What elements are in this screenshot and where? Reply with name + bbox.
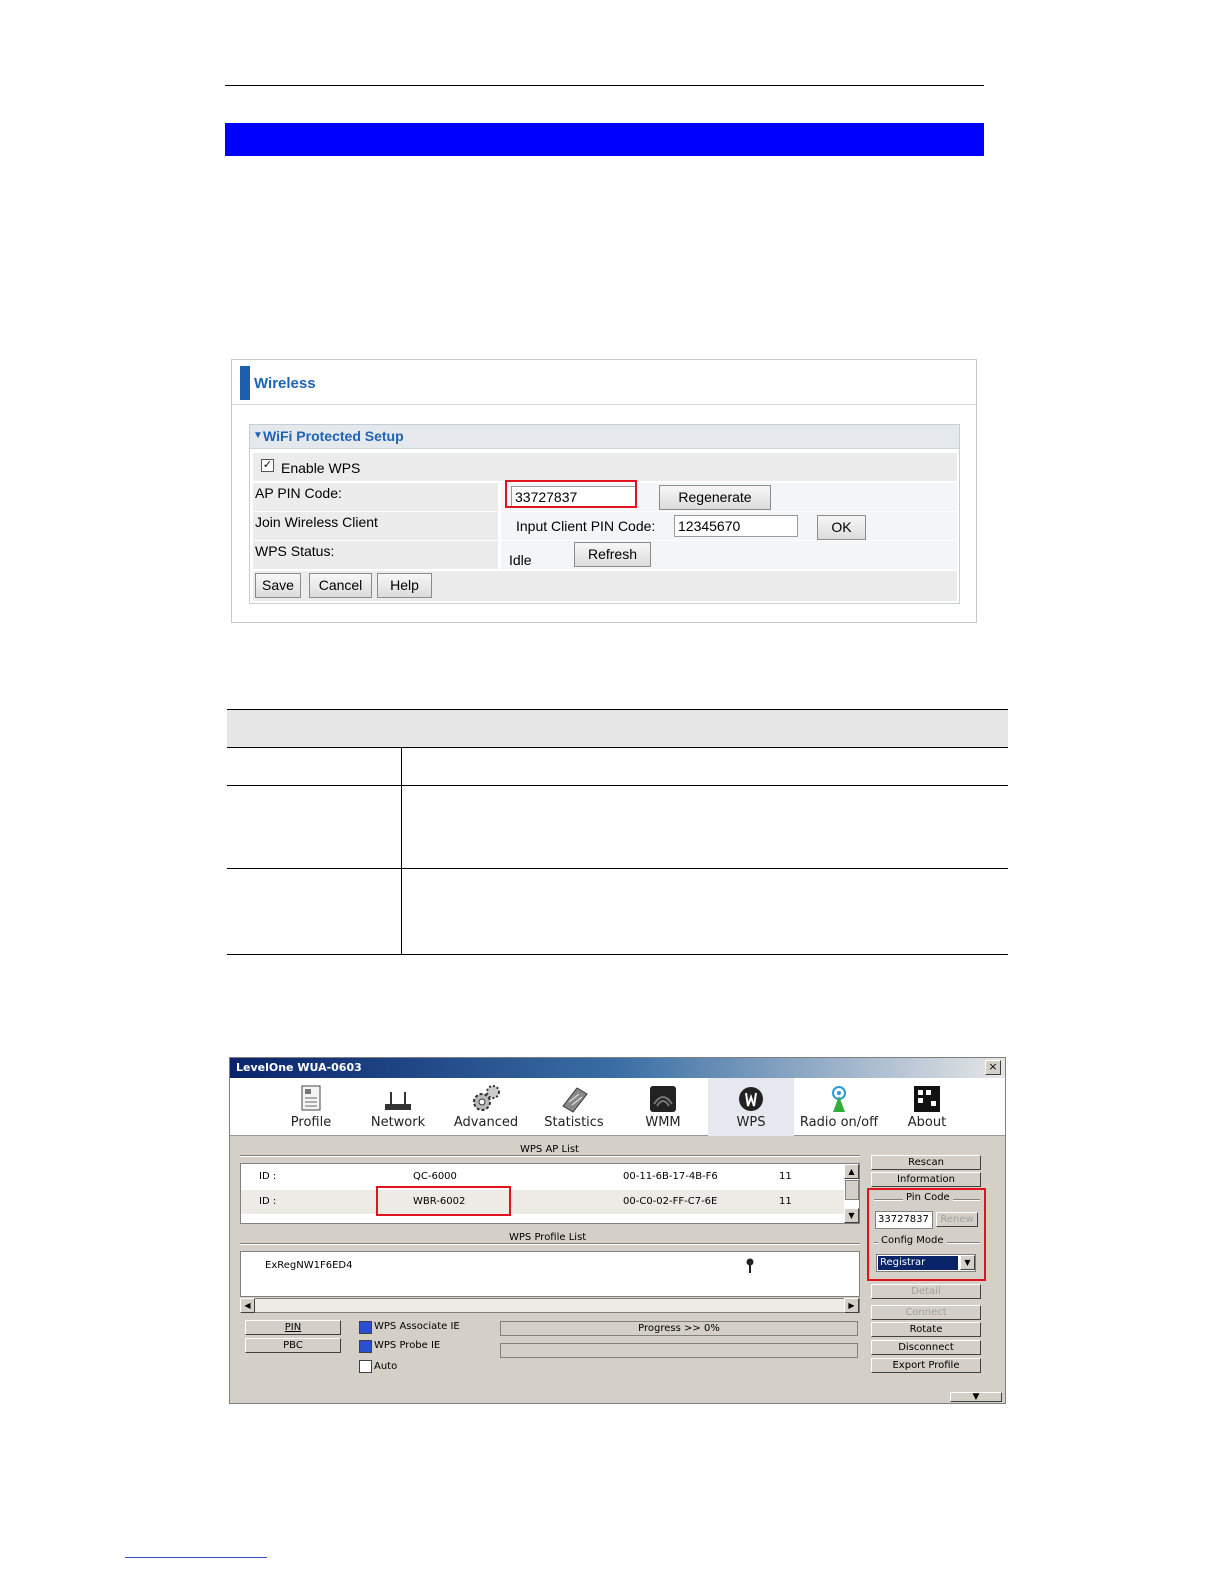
- wps-status-label-cell: [253, 541, 498, 569]
- ap-list-title: WPS AP List: [517, 1144, 582, 1155]
- table-bottom-rule: [227, 954, 1008, 955]
- about-icon: [912, 1084, 942, 1114]
- panel-accent: [240, 366, 250, 400]
- profile-list-title: WPS Profile List: [506, 1232, 589, 1243]
- tab-label: WMM: [645, 1115, 681, 1130]
- wps-section: [249, 424, 960, 604]
- renew-button[interactable]: Renew: [936, 1212, 978, 1227]
- scroll-up-icon[interactable]: ▲: [844, 1164, 859, 1179]
- enable-wps-checkbox[interactable]: ✓: [262, 459, 273, 471]
- pin-button[interactable]: PIN: [245, 1320, 341, 1335]
- join-client-row: [253, 512, 957, 540]
- ok-button[interactable]: OK: [817, 515, 866, 540]
- wps-status-value: Idle: [509, 552, 532, 568]
- config-mode-value: Registrar: [878, 1256, 958, 1270]
- cancel-button[interactable]: Cancel: [309, 573, 372, 598]
- refresh-button[interactable]: Refresh: [574, 542, 651, 567]
- save-button[interactable]: Save: [255, 573, 301, 598]
- assoc-ie-label: WPS Associate IE: [374, 1321, 460, 1332]
- scroll-left-icon[interactable]: ◀: [240, 1298, 255, 1313]
- profile-list[interactable]: [240, 1251, 860, 1297]
- tab-profile[interactable]: [268, 1078, 354, 1136]
- rotate-button[interactable]: Rotate: [871, 1322, 981, 1337]
- pin-code-field[interactable]: 33727837: [875, 1211, 933, 1229]
- ap-list-group-line: [240, 1155, 860, 1157]
- pin-code-title: Pin Code: [903, 1192, 953, 1203]
- tab-network[interactable]: [355, 1078, 441, 1136]
- detail-button[interactable]: Detail: [871, 1284, 981, 1299]
- tab-label: Radio on/off: [799, 1115, 879, 1130]
- probe-ie-label: WPS Probe IE: [374, 1340, 441, 1351]
- ap-pin-highlight-box: [505, 480, 637, 508]
- auto-checkbox[interactable]: [359, 1360, 372, 1373]
- table-row-divider: [227, 868, 1008, 869]
- connect-button[interactable]: Connect: [871, 1305, 981, 1320]
- config-mode-title: Config Mode: [878, 1235, 947, 1246]
- panel-divider: [232, 404, 976, 405]
- ap-pin-field[interactable]: 33727837: [511, 486, 637, 508]
- profile-entry[interactable]: ExRegNW1F6ED4: [265, 1260, 353, 1271]
- utility-toolbar: [230, 1078, 1005, 1136]
- expand-down-icon[interactable]: ▼: [950, 1392, 1002, 1402]
- top-rule: [225, 85, 984, 86]
- progress-bar: Progress >> 0%: [500, 1321, 858, 1336]
- utility-window: [229, 1057, 1006, 1404]
- list-item[interactable]: [241, 1166, 844, 1188]
- ap-ssid: QC-6000: [413, 1171, 457, 1182]
- enable-wps-row: [253, 453, 957, 481]
- join-client-value-cell: [501, 512, 957, 540]
- close-icon[interactable]: ×: [985, 1060, 1001, 1075]
- panel-title: Wireless: [254, 375, 316, 392]
- window-title: LevelOne WUA-0603: [236, 1061, 362, 1074]
- information-button[interactable]: Information: [871, 1172, 981, 1187]
- panel-button-row: [253, 571, 957, 601]
- footer-link-underline: [125, 1557, 267, 1558]
- wps-status-label: WPS Status:: [255, 543, 335, 559]
- join-client-label: Join Wireless Client: [255, 514, 378, 530]
- probe-ie-checkbox[interactable]: [359, 1340, 372, 1353]
- enable-wps-label: Enable WPS: [281, 460, 361, 476]
- scroll-right-icon[interactable]: ▶: [844, 1298, 859, 1313]
- network-icon: [383, 1084, 413, 1114]
- tab-about[interactable]: [884, 1078, 970, 1136]
- section-heading-bar: [225, 123, 984, 156]
- export-profile-button[interactable]: Export Profile: [871, 1358, 981, 1373]
- pin-config-highlight-box: [867, 1188, 986, 1281]
- tab-label: Network: [370, 1115, 426, 1130]
- key-icon: [745, 1258, 755, 1274]
- help-button[interactable]: Help: [377, 573, 432, 598]
- tab-label: About: [907, 1115, 947, 1130]
- pbc-button[interactable]: PBC: [245, 1338, 341, 1353]
- tab-label: Profile: [290, 1115, 332, 1130]
- profile-list-group-line: [240, 1243, 860, 1245]
- wmm-icon: [648, 1084, 678, 1114]
- ap-channel: 11: [779, 1196, 792, 1207]
- assoc-ie-checkbox[interactable]: [359, 1321, 372, 1334]
- ap-mac: 00-11-6B-17-4B-F6: [623, 1171, 718, 1182]
- wps-status-row: [253, 541, 957, 569]
- ap-channel: 11: [779, 1171, 792, 1182]
- tab-label: WPS: [736, 1115, 766, 1130]
- collapse-triangle-icon[interactable]: ▼: [253, 430, 263, 441]
- tab-radio[interactable]: [796, 1078, 882, 1136]
- scroll-down-icon[interactable]: ▼: [844, 1208, 859, 1223]
- statistics-icon: [559, 1084, 589, 1114]
- wps-section-title: WiFi Protected Setup: [263, 428, 404, 444]
- auto-label: Auto: [374, 1361, 398, 1372]
- advanced-gear-icon: [471, 1084, 501, 1114]
- tab-wmm[interactable]: [620, 1078, 706, 1136]
- wps-status-value-cell: [501, 541, 957, 569]
- ap-list[interactable]: [240, 1163, 860, 1224]
- tab-label: Advanced: [453, 1115, 519, 1130]
- wps-icon: [736, 1084, 766, 1114]
- ap-id-label: ID :: [259, 1171, 277, 1182]
- table-row-divider: [227, 785, 1008, 786]
- table-column-divider: [401, 748, 402, 955]
- status-bar: [500, 1343, 858, 1358]
- tab-advanced[interactable]: [443, 1078, 529, 1136]
- client-pin-label: Input Client PIN Code:: [516, 518, 656, 534]
- ap-pin-label: AP PIN Code:: [255, 485, 342, 501]
- join-client-label-cell: [253, 512, 498, 540]
- tab-statistics[interactable]: [531, 1078, 617, 1136]
- table-header: [227, 709, 1008, 748]
- regenerate-button[interactable]: Regenerate: [659, 485, 771, 510]
- list-item[interactable]: [241, 1190, 844, 1214]
- ap-ssid: WBR-6002: [413, 1196, 466, 1207]
- scrollbar-thumb[interactable]: [845, 1180, 859, 1200]
- tab-label: Statistics: [544, 1115, 604, 1130]
- client-pin-field[interactable]: 12345670: [674, 515, 798, 537]
- radio-icon: [824, 1084, 854, 1114]
- ap-pin-label-cell: [253, 483, 498, 511]
- profile-icon: [296, 1084, 326, 1114]
- chevron-down-icon[interactable]: ▼: [960, 1255, 975, 1270]
- tab-wps[interactable]: [708, 1078, 794, 1136]
- wps-section-header[interactable]: [250, 425, 959, 449]
- window-titlebar[interactable]: [230, 1058, 1005, 1078]
- ap-mac: 00-C0-02-FF-C7-6E: [623, 1196, 718, 1207]
- ap-highlight-box: [376, 1186, 511, 1216]
- rescan-button[interactable]: Rescan: [871, 1155, 981, 1170]
- ap-id-label: ID :: [259, 1196, 277, 1207]
- disconnect-button[interactable]: Disconnect: [871, 1340, 981, 1355]
- horizontal-scrollbar[interactable]: [240, 1298, 860, 1313]
